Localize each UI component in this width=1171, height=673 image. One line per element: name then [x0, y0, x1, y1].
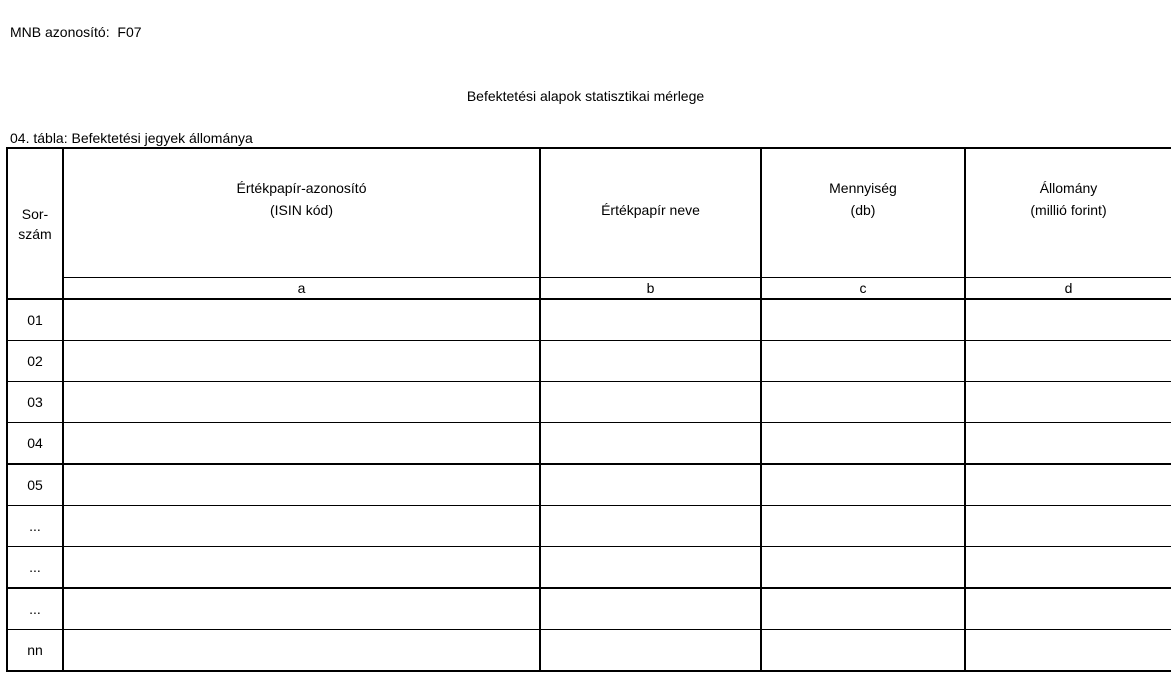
cell-a[interactable] — [63, 341, 540, 382]
cell-d[interactable] — [965, 382, 1171, 423]
cell-a[interactable] — [63, 588, 540, 630]
table-row — [7, 464, 1171, 506]
row-number: nn — [7, 630, 63, 672]
cell-d[interactable] — [965, 341, 1171, 382]
cell-a[interactable] — [63, 506, 540, 547]
holdings-table — [6, 147, 1171, 672]
mnb-identifier — [10, 23, 142, 41]
col-letter-d: d — [965, 278, 1171, 300]
table-row — [7, 506, 1171, 547]
cell-d[interactable] — [965, 547, 1171, 589]
row-number: 05 — [7, 464, 63, 506]
col-d-line2: (millió forint) — [1030, 202, 1107, 218]
cell-c[interactable] — [761, 423, 965, 465]
cell-b[interactable] — [540, 588, 761, 630]
cell-a[interactable] — [63, 299, 540, 341]
col-b-header — [540, 148, 761, 278]
cell-c[interactable] — [761, 547, 965, 589]
col-a-header — [63, 148, 540, 278]
cell-a[interactable] — [63, 423, 540, 465]
cell-b[interactable] — [540, 341, 761, 382]
col-a-line1: Értékpapír-azonosító — [236, 180, 367, 196]
table-row — [7, 382, 1171, 423]
cell-a[interactable] — [63, 464, 540, 506]
col-d-header — [965, 148, 1171, 278]
column-letter-row — [7, 278, 1171, 300]
cell-d[interactable] — [965, 588, 1171, 630]
row-number: ... — [7, 547, 63, 589]
cell-a[interactable] — [63, 630, 540, 672]
mnb-code: F07 — [117, 24, 142, 40]
table-row — [7, 341, 1171, 382]
cell-d[interactable] — [965, 464, 1171, 506]
sorszam-header — [7, 148, 63, 299]
col-c-line2: (db) — [850, 202, 876, 218]
row-number: ... — [7, 506, 63, 547]
cell-d[interactable] — [965, 299, 1171, 341]
col-letter-b: b — [540, 278, 761, 300]
cell-c[interactable] — [761, 464, 965, 506]
report-title: Befektetési alapok statisztikai mérlege — [466, 88, 705, 104]
cell-d[interactable] — [965, 630, 1171, 672]
cell-d[interactable] — [965, 423, 1171, 465]
cell-c[interactable] — [761, 588, 965, 630]
cell-b[interactable] — [540, 464, 761, 506]
table-row — [7, 630, 1171, 672]
mnb-label: MNB azonosító: — [10, 24, 110, 40]
cell-b[interactable] — [540, 547, 761, 589]
col-d-line1: Állomány — [1039, 180, 1098, 196]
table-row — [7, 588, 1171, 630]
cell-b[interactable] — [540, 423, 761, 465]
col-letter-c: c — [761, 278, 965, 300]
cell-b[interactable] — [540, 382, 761, 423]
cell-c[interactable] — [761, 382, 965, 423]
cell-c[interactable] — [761, 341, 965, 382]
cell-c[interactable] — [761, 299, 965, 341]
cell-c[interactable] — [761, 506, 965, 547]
sorszam-line2: szám — [18, 225, 52, 242]
cell-a[interactable] — [63, 547, 540, 589]
col-c-header — [761, 148, 965, 278]
sorszam-line1: Sor- — [21, 205, 49, 222]
row-number: 02 — [7, 341, 63, 382]
cell-b[interactable] — [540, 506, 761, 547]
table-row — [7, 423, 1171, 465]
col-a-line2: (ISIN kód) — [269, 202, 333, 218]
row-number: ... — [7, 588, 63, 630]
cell-c[interactable] — [761, 630, 965, 672]
cell-b[interactable] — [540, 630, 761, 672]
row-number: 04 — [7, 423, 63, 465]
header-row — [7, 148, 1171, 278]
table-row — [7, 299, 1171, 341]
col-c-line1: Mennyiség — [829, 180, 897, 196]
col-b-line1: Értékpapír neve — [601, 202, 700, 218]
row-number: 03 — [7, 382, 63, 423]
cell-d[interactable] — [965, 506, 1171, 547]
cell-a[interactable] — [63, 382, 540, 423]
cell-b[interactable] — [540, 299, 761, 341]
table-caption: 04. tábla: Befektetési jegyek állománya — [10, 130, 253, 146]
row-number: 01 — [7, 299, 63, 341]
col-letter-a: a — [63, 278, 540, 300]
table-row — [7, 547, 1171, 589]
